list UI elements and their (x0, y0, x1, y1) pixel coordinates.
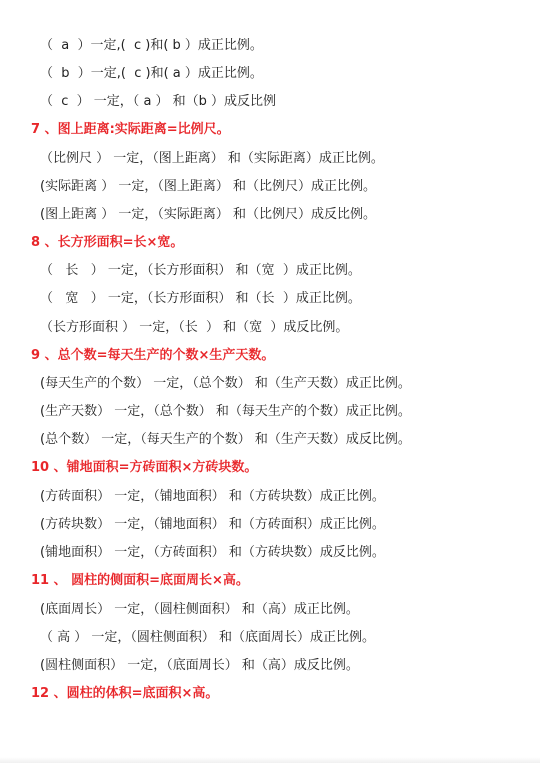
text-line-10: （ 宽 ） 一定，（长方形面积） 和（长 ）成正比例。 (40, 291, 361, 306)
text-line-17: (方砖面积） 一定，（铺地面积） 和（方砖块数）成正比例。 (40, 489, 385, 504)
text-line-22: （ 高 ） 一定，（圆柱侧面积） 和（底面周长）成正比例。 (40, 630, 376, 645)
text-line-15: (总个数） 一定，（每天生产的个数） 和（生产天数）成反比例。 (40, 432, 411, 447)
text-line-2: （ b ）一定,( c )和( a ）成正比例。 (40, 66, 263, 81)
text-line-1: （ a ）一定,( c )和( b ）成正比例。 (40, 38, 263, 53)
text-line-23: (圆柱侧面积） 一定，（底面周长） 和（高）成反比例。 (40, 658, 359, 673)
text-line-9: （ 长 ） 一定，（长方形面积） 和（宽 ）成正比例。 (40, 263, 361, 278)
text-line-18: (方砖块数） 一定，（铺地面积） 和（方砖面积）成正比例。 (40, 517, 385, 532)
text-line-7: (图上距离 ） 一定，（实际距离） 和（比例尺）成反比例。 (40, 207, 376, 222)
section-heading-7: 7 、图上距离:实际距离=比例尺。 (31, 122, 230, 137)
section-heading-11: 11 、 圆柱的侧面积=底面周长×高。 (31, 573, 249, 588)
page-bottom-edge (0, 757, 540, 763)
text-line-19: (铺地面积） 一定，（方砖面积） 和（方砖块数）成反比例。 (40, 545, 385, 560)
section-heading-12: 12 、圆柱的体积=底面积×高。 (31, 686, 219, 701)
text-line-5: （比例尺 ） 一定，（图上距离） 和（实际距离）成正比例。 (40, 151, 384, 166)
section-heading-9: 9 、总个数=每天生产的个数×生产天数。 (31, 348, 275, 363)
text-line-11: （长方形面积 ） 一定，（长 ） 和（宽 ）成反比例。 (40, 320, 349, 335)
text-line-14: (生产天数） 一定，（总个数） 和（每天生产的个数）成正比例。 (40, 404, 411, 419)
text-line-21: (底面周长） 一定，（圆柱侧面积） 和（高）成正比例。 (40, 602, 359, 617)
section-heading-10: 10 、铺地面积=方砖面积×方砖块数。 (31, 460, 258, 475)
text-line-6: (实际距离 ） 一定，（图上距离） 和（比例尺）成正比例。 (40, 179, 376, 194)
text-line-3: （ c ） 一定，（ a ） 和（b ）成反比例 (40, 94, 277, 109)
text-line-13: (每天生产的个数） 一定，（总个数） 和（生产天数）成正比例。 (40, 376, 411, 391)
section-heading-8: 8 、长方形面积=长×宽。 (31, 235, 184, 250)
